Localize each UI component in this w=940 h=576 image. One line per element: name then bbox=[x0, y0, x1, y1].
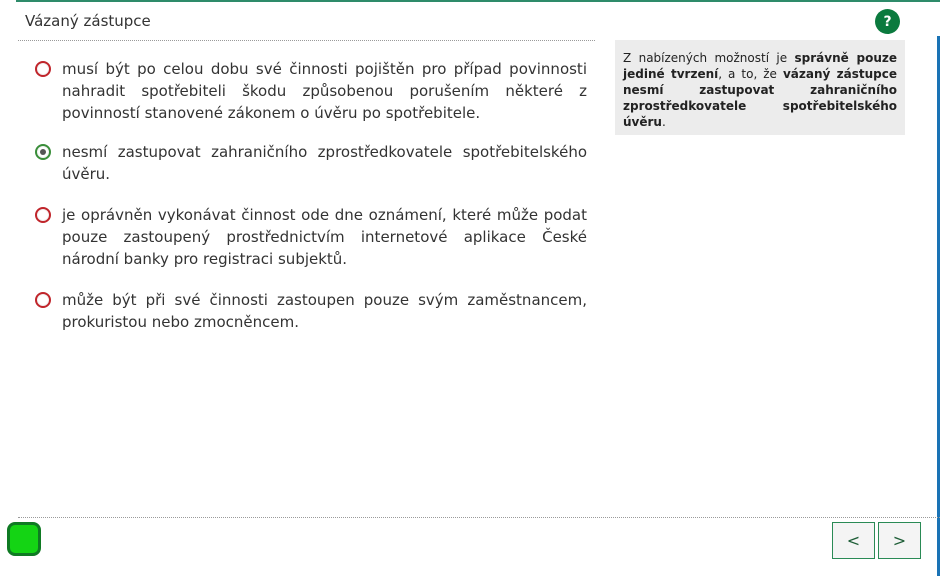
radio-button-option-2[interactable] bbox=[35, 144, 51, 160]
next-button[interactable]: > bbox=[878, 522, 921, 559]
option-2-text: nesmí zastupovat zahraničního zprostředkovatele spotřebitelského úvěru. bbox=[62, 143, 587, 183]
feedback-panel bbox=[615, 40, 905, 135]
feedback-text-5: . bbox=[661, 115, 666, 129]
previous-button[interactable]: < bbox=[832, 522, 875, 559]
feedback-text-3: , a to, že bbox=[718, 67, 783, 81]
option-1-text: musí být po celou dobu své činnosti pojištěn pro případ povinnosti nahradit spotřebiteli škodu způsobenou porušením některé z povinností stanovené zákonem o úvěru po spotřebitele. bbox=[62, 60, 587, 122]
feedback-text-1: Z nabízených možností je bbox=[623, 51, 795, 65]
feedback-text-2: správně pouze jediné tvrzení bbox=[623, 51, 898, 81]
option-4[interactable] bbox=[35, 289, 587, 333]
option-3[interactable] bbox=[35, 204, 587, 270]
top-accent-line bbox=[16, 0, 940, 2]
radio-button-option-1[interactable] bbox=[35, 61, 51, 77]
status-indicator bbox=[7, 522, 41, 556]
option-1[interactable] bbox=[35, 58, 587, 124]
option-3-text: je oprávněn vykonávat činnost ode dne oznámení, které může podat pouze zastoupený prostřednictvím internetové aplikace České národní banky pro registraci subjektů. bbox=[62, 206, 587, 268]
answer-options bbox=[35, 58, 587, 352]
radio-button-option-4[interactable] bbox=[35, 292, 51, 308]
radio-button-option-3[interactable] bbox=[35, 207, 51, 223]
option-2[interactable] bbox=[35, 141, 587, 185]
footer-divider bbox=[18, 517, 940, 518]
header-divider bbox=[18, 40, 595, 41]
feedback-text-4: vázaný zástupce nesmí zastupovat zahraničního zprostředkovatele spotřebitelského úvěru bbox=[623, 67, 898, 129]
help-button[interactable]: ? bbox=[875, 9, 900, 34]
option-4-text: může být při své činnosti zastoupen pouze svým zaměstnancem, prokuristou nebo zmocněncem. bbox=[62, 291, 587, 331]
page-title: Vázaný zástupce bbox=[25, 12, 151, 30]
